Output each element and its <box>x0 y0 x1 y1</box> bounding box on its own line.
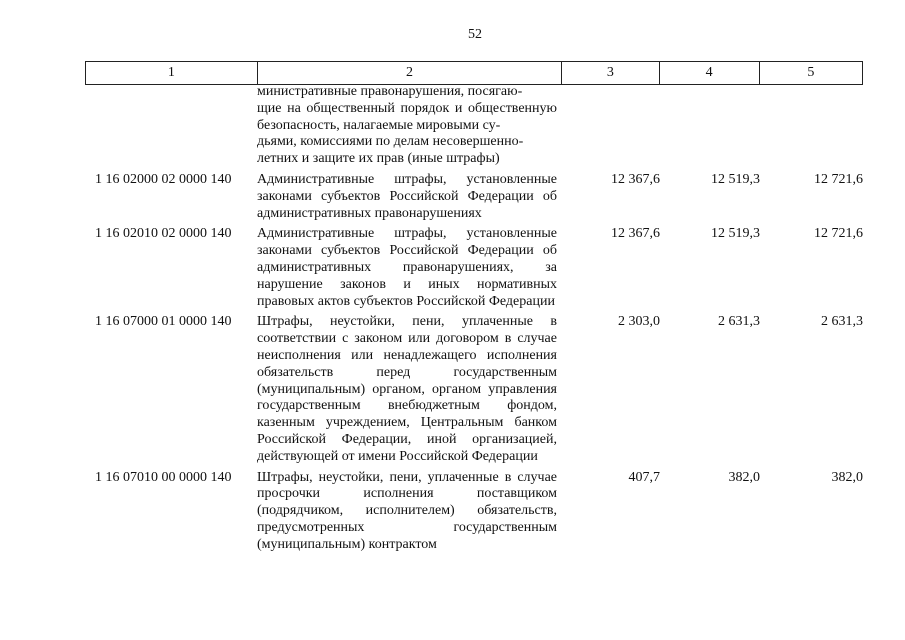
column-header-3: 3 <box>562 62 659 85</box>
row-value-col3: 12 367,6 <box>611 171 660 187</box>
column-header-4: 4 <box>659 62 759 85</box>
row-value-col4: 12 519,3 <box>711 226 760 242</box>
description-text: Штрафы, неустойки, пени, уплаченные в случае просрочки исполнения поставщиком (подрядчиком, исполнителем) обязательств, предусмотренных государственным (муниципальным) контрактом <box>257 469 557 552</box>
row-description <box>257 470 557 554</box>
description-line: дьями, комиссиями по делам несовершенно- <box>257 134 524 150</box>
row-value-col5: 382,0 <box>831 469 863 485</box>
row-code: 1 16 07000 01 0000 140 <box>95 314 232 330</box>
row-code: 1 16 02010 02 0000 140 <box>95 226 232 242</box>
row-value-col4: 12 519,3 <box>711 171 760 187</box>
column-header-table <box>85 61 863 85</box>
row-value-col5: 12 721,6 <box>814 226 863 242</box>
row-value-col3: 407,7 <box>628 469 660 485</box>
row-value-col5: 12 721,6 <box>814 171 863 187</box>
row-description <box>257 84 557 168</box>
column-header-2: 2 <box>257 62 562 85</box>
row-description <box>257 226 557 310</box>
row-value-col5: 2 631,3 <box>821 314 863 330</box>
row-code: 1 16 02000 02 0000 140 <box>95 171 232 187</box>
description-text: Штрафы, неустойки, пени, уплаченные в соответствии с законом или договором в случае неисполнения или ненадлежащего исполнения обязательств перед государственным (муниципальным) органом, органом управления государственным внебюджетным фондом, казенным учреждением, Центральным банком Российской Федерации, иной организацией, действующей от имени Российской Федерации <box>257 314 557 464</box>
column-header-5: 5 <box>759 62 862 85</box>
table-body <box>85 84 863 554</box>
description-text: Административные штрафы, установленные законами субъектов Российской Федерации об административных правонарушениях <box>257 171 557 221</box>
row-description <box>257 314 557 465</box>
column-header-1: 1 <box>86 62 258 85</box>
description-text: Административные штрафы, установленные законами субъектов Российской Федерации об административных правонарушениях, за нарушение законов и иных нормативных правовых актов субъектов Российской Федерации <box>257 226 557 309</box>
row-value-col4: 2 631,3 <box>718 314 760 330</box>
page-number: 52 <box>468 27 482 42</box>
table-row <box>85 84 863 168</box>
table-row <box>85 470 863 554</box>
description-line: летних и защите их прав (иные штрафы) <box>257 151 500 167</box>
row-description <box>257 172 557 222</box>
description-line: щие на общественный порядок и общественную безопасность, налагаемые мировыми су- <box>257 100 557 133</box>
row-value-col3: 2 303,0 <box>618 314 660 330</box>
row-value-col3: 12 367,6 <box>611 226 660 242</box>
row-code: 1 16 07010 00 0000 140 <box>95 469 232 485</box>
table-row <box>85 226 863 310</box>
table-row <box>85 172 863 222</box>
table-row <box>85 314 863 465</box>
description-line: министративные правонарушения, посягаю- <box>257 84 523 99</box>
row-value-col4: 382,0 <box>728 469 760 485</box>
